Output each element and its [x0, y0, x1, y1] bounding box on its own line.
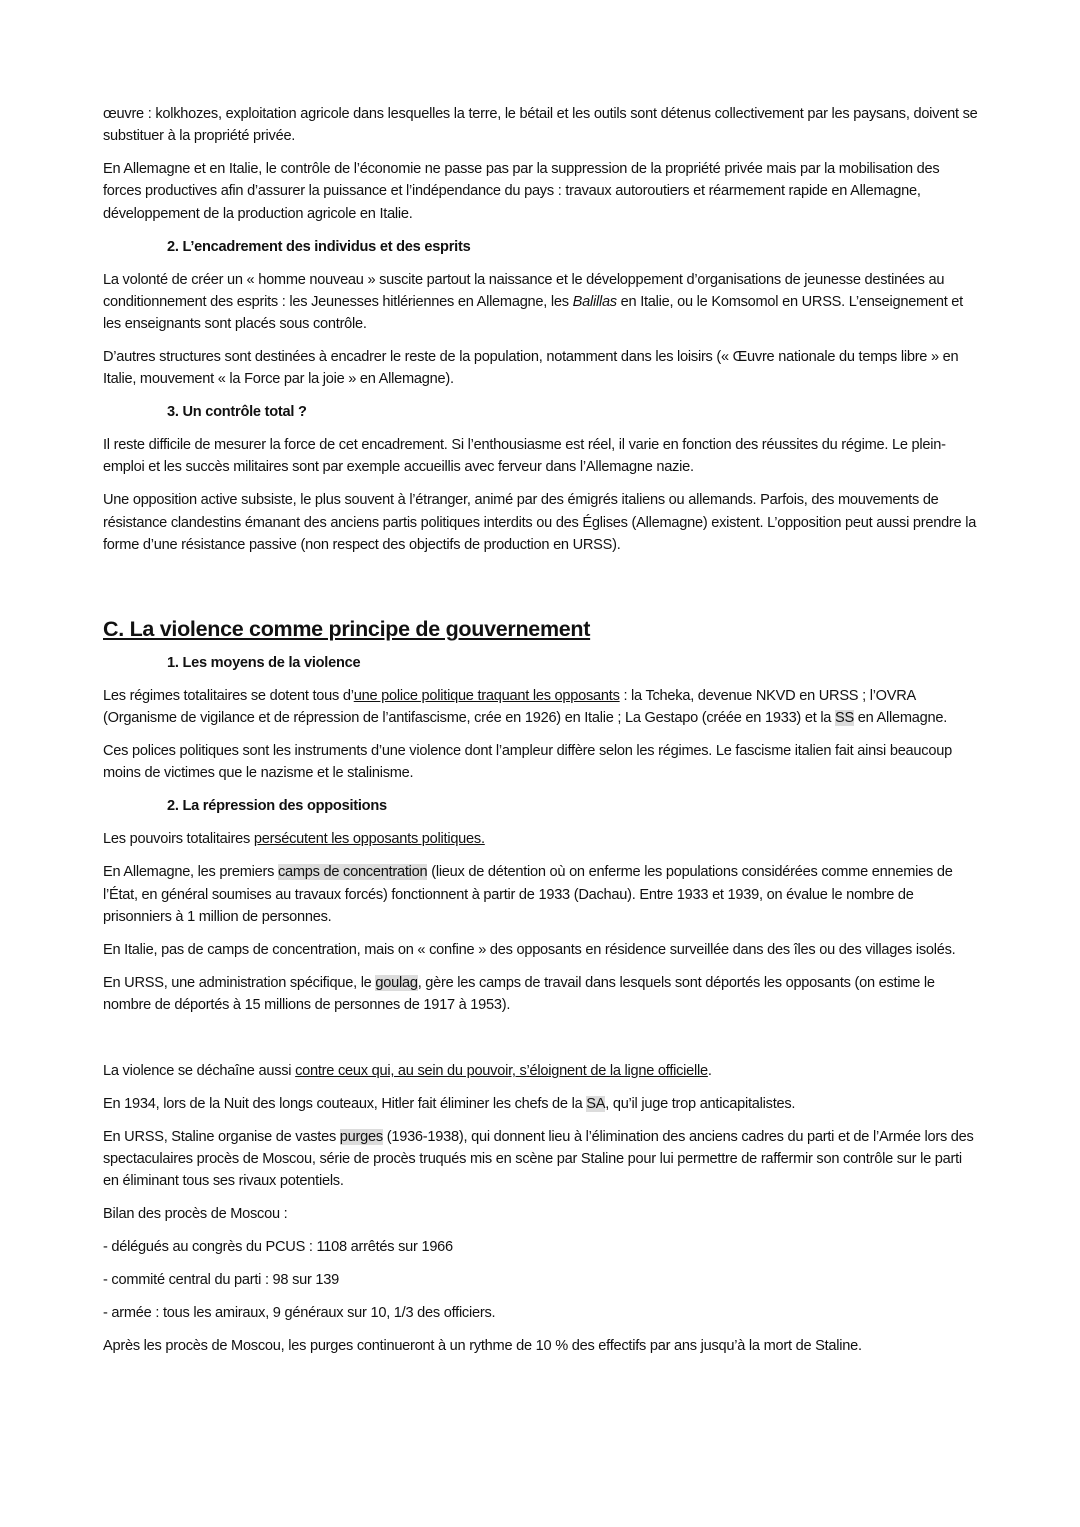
paragraph: [103, 346, 978, 390]
text-run: , qu’il juge trop anticapitalistes.: [605, 1096, 796, 1113]
paragraph: [103, 1060, 978, 1082]
italic-text: Balillas: [572, 293, 617, 310]
paragraph: [103, 972, 978, 1016]
subsection-heading: [103, 401, 978, 423]
text-run: - délégués au congrès du PCUS : 1108 arrêtés sur 1966: [103, 1239, 453, 1256]
text-run: Il reste difficile de mesurer la force de cet encadrement. Si l’enthousiasme est réel, il varie en fonction des réussites du régime. Le plein-emploi et les succès militaires sont par exemple accueillis avec ferveur dans l’Allemagne nazie.: [103, 437, 946, 476]
text-run: En Allemagne et en Italie, le contrôle de l’économie ne passe pas par la suppression de la propriété privée mais par la mobilisation des forces productives afin d’assurer la puissance et l’indépendance du pays : travaux autoroutiers et réarmement rapide en Allemagne, développement de la production agricole en Italie.: [103, 161, 940, 222]
subsection-heading: [103, 236, 978, 258]
highlighted-term: camps de concentration: [277, 864, 428, 881]
text-run: En Italie, pas de camps de concentration, mais on « confine » des opposants en résidence surveillée dans des îles ou des villages isolés.: [103, 941, 956, 958]
paragraph: [103, 1093, 978, 1115]
paragraph: [103, 828, 978, 850]
text-run: C. La violence comme principe de gouvernement: [103, 617, 591, 642]
paragraph: [103, 1203, 978, 1225]
highlighted-term: SS: [834, 710, 854, 727]
highlighted-term: purges: [339, 1129, 383, 1146]
paragraph: [103, 939, 978, 961]
highlighted-term: SA: [586, 1096, 606, 1113]
subsection-heading: [103, 795, 978, 817]
text-run: 3. Un contrôle total ?: [167, 404, 307, 421]
text-run: œuvre : kolkhozes, exploitation agricole dans lesquelles la terre, le bétail et les outils sont détenus collectivement par les paysans, doivent se substituer à la propriété privée.: [103, 106, 978, 145]
paragraph: [103, 861, 978, 928]
text-run: : la Tcheka, devenue NKVD en URSS ; l’OVRA (Organisme de vigilance et de répression de l’antifascisme, crée en 1926) en Italie ; La Gestapo (créée en 1933) et la: [103, 688, 916, 727]
text-run: 2. L’encadrement des individus et des esprits: [167, 238, 471, 255]
text-run: Bilan des procès de Moscou :: [103, 1206, 288, 1223]
text-run: en Italie, ou le Komsomol en URSS. L’enseignement et les enseignants sont placés sous contrôle.: [103, 293, 963, 333]
text-run: - commité central du parti : 98 sur 139: [103, 1272, 340, 1289]
paragraph: [103, 1269, 978, 1291]
text-run: Ces polices politiques sont les instruments d’une violence dont l’ampleur diffère selon les régimes. Le fascisme italien fait ainsi beaucoup moins de victimes que le nazisme et le stalinisme.: [103, 743, 952, 782]
underlined-text: persécutent les opposants politiques.: [253, 831, 485, 848]
subsection-heading: [103, 652, 978, 674]
paragraph: [103, 1335, 978, 1357]
paragraph: [103, 434, 978, 478]
paragraph: [103, 103, 978, 147]
text-run: En 1934, lors de la Nuit des longs couteaux, Hitler fait éliminer les chefs de la: [103, 1096, 587, 1113]
text-run: En URSS, une administration spécifique, le: [103, 974, 376, 991]
text-run: Les pouvoirs totalitaires: [103, 831, 254, 848]
highlighted-term: goulag: [375, 974, 418, 991]
text-run: D’autres structures sont destinées à encadrer le reste de la population, notamment dans les loisirs (« Œuvre nationale du temps libre » en Italie, mouvement « la Force par la joie » en Allemagne).: [103, 349, 959, 388]
text-run: Les régimes totalitaires se dotent tous d’: [103, 688, 354, 705]
paragraph: [103, 489, 978, 556]
text-run: - armée : tous les amiraux, 9 généraux sur 10, 1/3 des officiers.: [103, 1305, 496, 1322]
paragraph: [103, 269, 978, 336]
text-run: Une opposition active subsiste, le plus souvent à l’étranger, animé par des émigrés italiens ou allemands. Parfois, des mouvements de résistance clandestins émanant des anciens partis politiques interdits ou des Églises (Allemagne) existent. L’opposition peut aussi prendre la forme d’une résistance passive (non respect des objectifs de production en URSS).: [103, 492, 977, 553]
section-heading: [103, 614, 978, 644]
paragraph: [103, 1126, 978, 1193]
text-run: La volonté de créer un « homme nouveau » suscite partout la naissance et le développement d’organisations de jeunesse destinées au conditionnement des esprits : les Jeunesses hitlériennes en Allemagne, les: [103, 271, 945, 310]
paragraph: [103, 740, 978, 784]
text-run: La violence se déchaîne aussi: [103, 1063, 296, 1080]
text-run: en Allemagne.: [853, 710, 948, 727]
text-run: En Allemagne, les premiers: [103, 864, 278, 881]
text-run: 2. La répression des oppositions: [167, 798, 387, 815]
paragraph: [103, 158, 978, 225]
blank-line: [103, 1027, 978, 1060]
text-run: , gère les camps de travail dans lesquels sont déportés les opposants (on estime le nombre de déportés à 15 millions de personnes de 1917 à 1953).: [103, 974, 935, 1014]
text-run: .: [707, 1063, 712, 1080]
paragraph: [103, 1302, 978, 1324]
underlined-text: une police politique traquant les opposants: [353, 688, 620, 705]
underlined-text: contre ceux qui, au sein du pouvoir, s’éloignent de la ligne officielle: [295, 1063, 708, 1080]
paragraph: [103, 685, 978, 729]
paragraph: [103, 1236, 978, 1258]
document-page: [103, 103, 978, 1368]
text-run: 1. Les moyens de la violence: [167, 655, 361, 672]
text-run: Après les procès de Moscou, les purges continueront à un rythme de 10 % des effectifs par ans jusqu’à la mort de Staline.: [103, 1338, 862, 1355]
text-run: En URSS, Staline organise de vastes: [103, 1129, 340, 1146]
text-run: (lieux de détention où on enferme les populations considérées comme ennemies de l’État, en général soumises au travaux forcés) fonctionnent à partir de 1933 (Dachau). Entre 1933 et 1939, on évalue le nombre de prisonniers à 1 million de personnes.: [103, 864, 953, 925]
text-run: (1936-1938), qui donnent lieu à l’élimination des anciens cadres du parti et de l’Armée lors des spectaculaires procès de Moscou, série de procès truqués mis en scène par Staline pour lui permettre de raffermir son contrôle sur le parti en éliminant tous ses rivaux potentiels.: [103, 1129, 974, 1190]
